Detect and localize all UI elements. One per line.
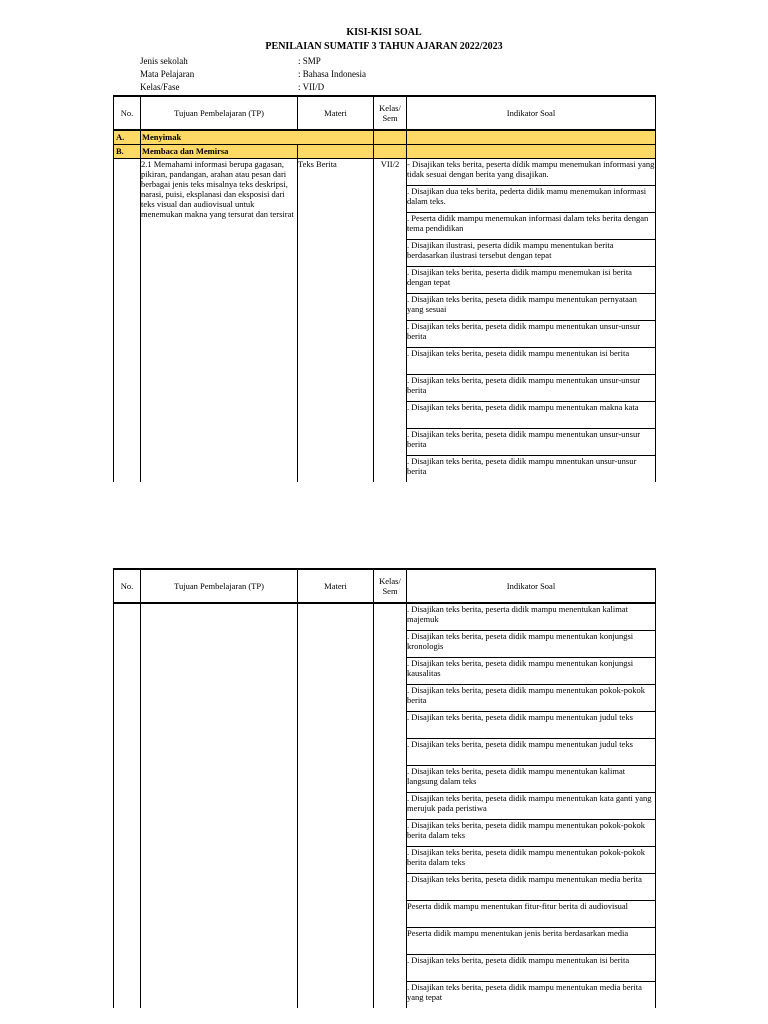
col-header-materi: Materi	[298, 96, 374, 130]
indikator-soal-cell: . Disajikan teks berita, peseta didik mampu menentukan pokok-pokok berita dalam teks	[407, 847, 656, 874]
indicator-row	[114, 603, 656, 631]
indikator-soal-cell: Peserta didik mampu menentukan fitur-fitur berita di audiovisual	[407, 901, 656, 928]
indikator-soal-cell: . Disajikan teks berita, peseta didik mampu menentukan unsur-unsur berita	[407, 429, 656, 456]
col-header-no: No.	[114, 96, 141, 130]
indikator-soal-cell: . Disajikan teks berita, peseta didik mampu menentukan pokok-pokok berita dalam teks	[407, 820, 656, 847]
row-number-cell	[114, 603, 141, 1008]
indikator-soal-cell: . Disajikan teks berita, peseta didik mampu menentukan isi berita	[407, 348, 656, 375]
document-title: KISI-KISI SOAL	[346, 27, 422, 38]
materi-cell	[298, 603, 374, 1008]
col-header-indikator: Indikator Soal	[407, 569, 656, 603]
col-header-kelas: Kelas/ Sem	[374, 96, 407, 130]
indikator-soal-cell: . Disajikan teks berita, peseta didik mampu menentukan unsur-unsur berita	[407, 375, 656, 402]
indikator-soal-cell: Peserta didik mampu menentukan jenis berita berdasarkan media	[407, 928, 656, 955]
row-number-cell	[114, 159, 141, 483]
indikator-soal-cell: . Disajikan teks berita, peserta didik mampu menemukan isi berita dengan tepat	[407, 267, 656, 294]
section-label: Membaca dan Memirsa	[141, 145, 298, 159]
materi-cell: Teks Berita	[298, 159, 374, 483]
section-label: Menyimak	[141, 130, 298, 145]
tujuan-pembelajaran-cell	[141, 603, 298, 1008]
meta-value-school: : SMP	[298, 56, 321, 66]
indikator-soal-cell: . Disajikan teks berita, peseta didik mampu menentukan makna kata	[407, 402, 656, 429]
indikator-soal-cell: . Disajikan teks berita, peseta didik mampu menentukan media berita	[407, 874, 656, 901]
indikator-soal-cell: . Disajikan teks berita, peseta didik mampu menentukan judul teks	[407, 712, 656, 739]
col-header-materi: Materi	[298, 569, 374, 603]
col-header-tp: Tujuan Pembelajaran (TP)	[141, 569, 298, 603]
meta-value-class: : VII/D	[298, 82, 325, 92]
section-row-menyimak	[114, 130, 656, 145]
kelas-sem-cell	[374, 603, 407, 1008]
table-header-row	[114, 96, 656, 130]
col-header-tp: Tujuan Pembelajaran (TP)	[141, 96, 298, 130]
section-number: A.	[114, 130, 141, 145]
indikator-soal-cell: . Disajikan dua teks berita, pederta didik mamu menemukan informasi dalam teks.	[407, 186, 656, 213]
meta-label-subject: Mata Pelajaran	[140, 69, 195, 79]
indikator-soal-cell: . Disajikan teks berita, peseta didik mampu menentukan kata ganti yang merujuk pada peristiwa	[407, 793, 656, 820]
meta-value-subject: : Bahasa Indonesia	[298, 69, 366, 79]
table-header-row	[114, 569, 656, 603]
meta-label-class: Kelas/Fase	[140, 82, 180, 92]
indikator-soal-cell: . Disajikan teks berita, peseta didik mampu menentukan pernyataan yang sesuai	[407, 294, 656, 321]
kisi-kisi-table-page-2	[113, 568, 656, 1008]
section-number: B.	[114, 145, 141, 159]
kelas-sem-cell: VII/2	[374, 159, 407, 483]
indikator-soal-cell: . Disajikan teks berita, peseta didik mampu menentukan isi berita	[407, 955, 656, 982]
indikator-soal-cell: . Disajikan teks berita, peseta didik mampu menentukan judul teks	[407, 739, 656, 766]
indikator-soal-cell: . Disajikan teks berita, peseta didik mampu menentukan konjungsi kronologis	[407, 631, 656, 658]
tujuan-pembelajaran-cell: 2.1 Memahami informasi berupa gagasan, pikiran, pandangan, arahan atau pesan dari berbagai jenis teks misalnya teks deskripsi, narasi, puisi, eksplanasi dan eksposisi dari teks visual dan audiovisual untuk menemukan makna yang tersurat dan tersirat	[141, 159, 298, 483]
indikator-soal-cell: . Disajikan teks berita, peseta didik mampu menentukan unsur-unsur berita	[407, 321, 656, 348]
indikator-soal-cell: . Disajikan ilustrasi, peserta didik mampu menentukan berita berdasarkan ilustrasi tersebut dengan tepat	[407, 240, 656, 267]
indicator-row	[114, 159, 656, 186]
indikator-soal-cell: . Disajikan teks berita, peseta didik mampu menentukan kalimat langsung dalam teks	[407, 766, 656, 793]
col-header-kelas: Kelas/ Sem	[374, 569, 407, 603]
indikator-soal-cell: . Disajikan teks berita, peseta didik mampu menentukan media berita yang tepat	[407, 982, 656, 1009]
section-row-membaca	[114, 145, 656, 159]
meta-label-school: Jenis sekolah	[140, 56, 188, 66]
col-header-no: No.	[114, 569, 141, 603]
indikator-soal-cell: . Disajikan teks berita, peseta didik mampu menentukan pokok-pokok berita	[407, 685, 656, 712]
document-subtitle: PENILAIAN SUMATIF 3 TAHUN AJARAN 2022/2023	[265, 41, 503, 52]
kisi-kisi-table-page-1	[113, 95, 656, 482]
indikator-soal-cell: . Peserta didik mampu menemukan informasi dalam teks berita dengan tema pendidikan	[407, 213, 656, 240]
col-header-indikator: Indikator Soal	[407, 96, 656, 130]
indikator-soal-cell: . Disajikan teks berita, peseta didik mampu mnentukan unsur-unsur berita	[407, 456, 656, 483]
indikator-soal-cell: . Disajikan teks berita, peseta didik mampu menentukan konjungsi kausalitas	[407, 658, 656, 685]
indikator-soal-cell: . Disajikan teks berita, peserta didik mampu menentukan kalimat majemuk	[407, 603, 656, 631]
indikator-soal-cell: - Disajikan teks berita, peserta didik mampu menemukan informasi yang tidak sesuai dengan berita yang disajikan.	[407, 159, 656, 186]
